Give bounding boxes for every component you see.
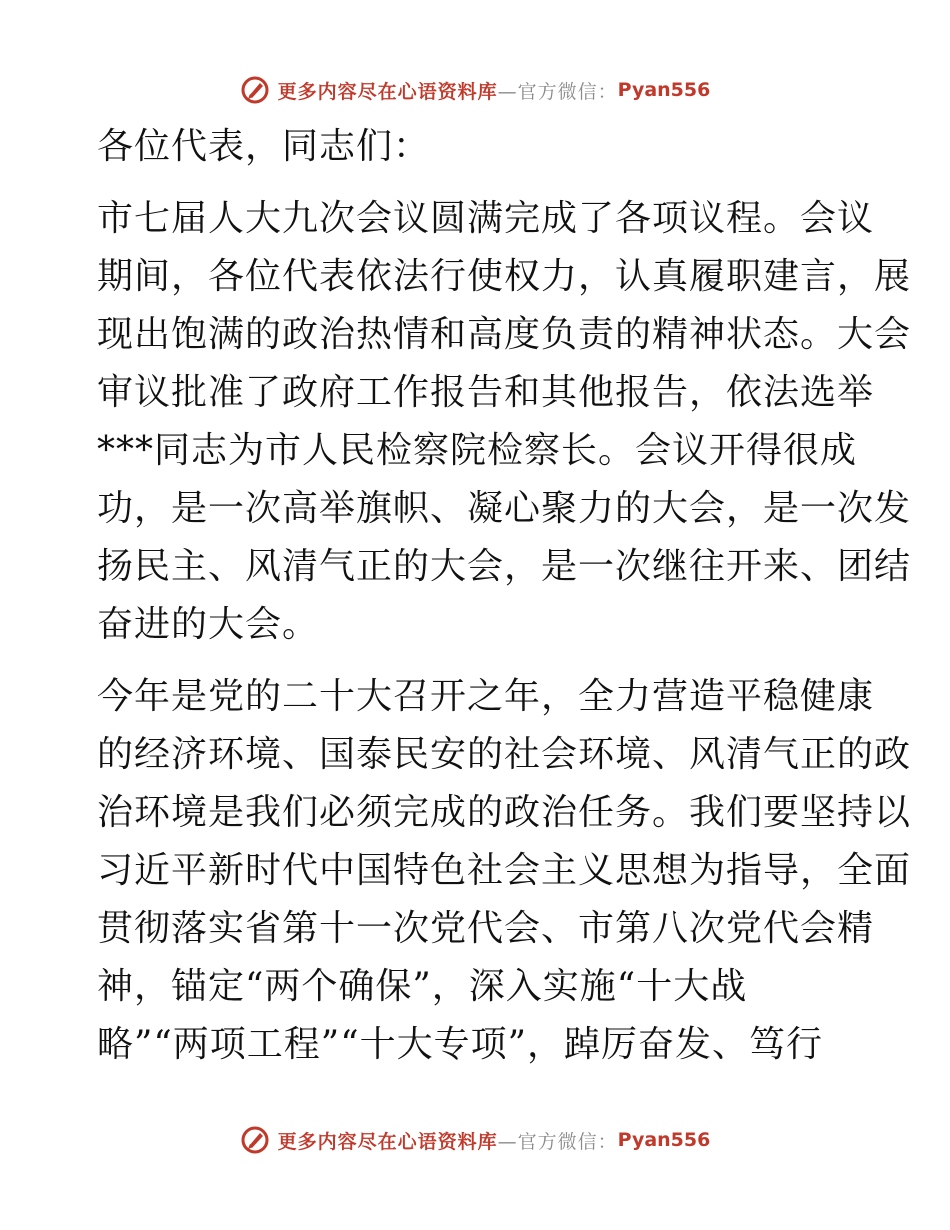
watermark-header [0, 70, 950, 110]
watermark-text-separator: —官方微信： [497, 1130, 618, 1153]
watermark-text-separator: —官方微信： [497, 80, 618, 103]
salutation: 各位代表，同志们： [97, 126, 431, 167]
paragraph-line: 功，是一次高举旗帜、凝心聚力的大会，是一次发 [97, 488, 912, 529]
paragraph-line: 习近平新时代中国特色社会主义思想为指导，全面 [97, 850, 912, 891]
paragraph-line: 的经济环境、国泰民安的社会环境、风清气正的政 [97, 734, 912, 775]
paragraph-line: 略”“两项工程”“十大专项”，踔厉奋发、笃行 [97, 1024, 824, 1065]
pen-logo-icon [240, 1125, 270, 1155]
paragraph-line: 现出饱满的政治热情和高度负责的精神状态。大会 [97, 314, 912, 355]
paragraph-line: 今年是党的二十大召开之年，全力营造平稳健康 [97, 676, 875, 717]
watermark-text-wechat: Pyan556 [617, 1129, 711, 1151]
watermark-text-wechat: Pyan556 [617, 79, 711, 101]
paragraph-line: 市七届人大九次会议圆满完成了各项议程。会议 [97, 198, 875, 239]
paragraph-1 [97, 190, 912, 654]
document-body [97, 118, 912, 1074]
watermark-footer [0, 1120, 950, 1160]
paragraph-line: 审议批准了政府工作报告和其他报告，依法选举 [97, 372, 875, 413]
paragraph-line: 贯彻落实省第十一次党代会、市第八次党代会精 [97, 908, 875, 949]
paragraph-line: ***同志为市人民检察院检察长。会议开得很成 [97, 430, 858, 471]
paragraph-line: 治环境是我们必须完成的政治任务。我们要坚持以 [97, 792, 912, 833]
paragraph-line: 奋进的大会。 [97, 604, 320, 645]
paragraph-line: 扬民主、风清气正的大会，是一次继往开来、团结 [97, 546, 912, 587]
watermark-text-main: 更多内容尽在心语资料库 [277, 1130, 498, 1153]
paragraph-2 [97, 668, 912, 1074]
pen-logo-icon [240, 75, 270, 105]
paragraph-line: 神，锚定“两个确保”，深入实施“十大战 [97, 966, 748, 1007]
watermark-text-main: 更多内容尽在心语资料库 [277, 80, 498, 103]
paragraph-line: 期间，各位代表依法行使权力，认真履职建言，展 [97, 256, 912, 297]
